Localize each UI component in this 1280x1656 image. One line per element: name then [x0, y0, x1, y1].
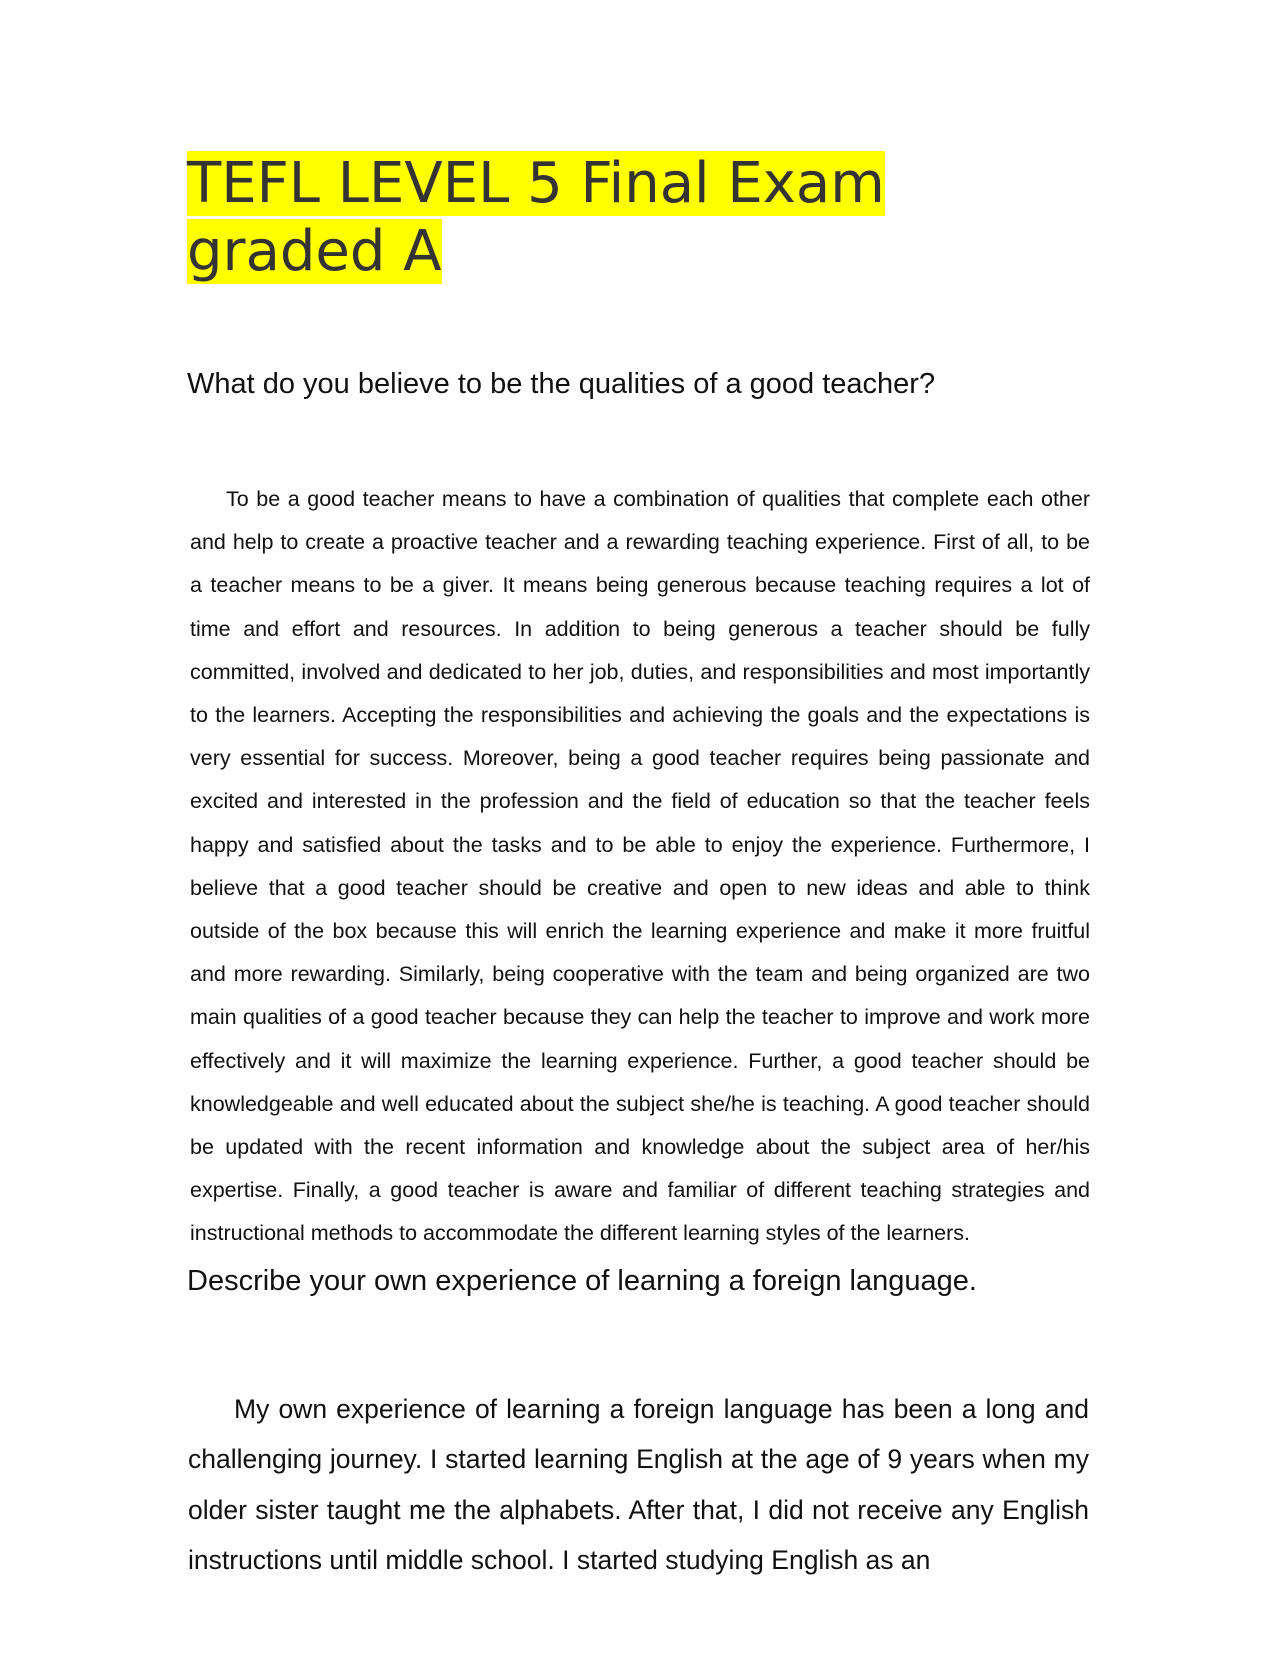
answer-paragraph-2: My own experience of learning a foreign language has been a long and challenging journey. I started learning English at the age of 9 years when my older sister taught me the alphabets. After that, I did not receive any English instructions until middle school. I started studying English as an	[188, 1393, 1089, 1576]
title-highlight: TEFL LEVEL 5 Final Exam graded A	[187, 151, 885, 284]
document-title	[187, 150, 1087, 286]
question-heading-1: What do you believe to be the qualities of a good teacher?	[187, 368, 936, 400]
question-heading-2: Describe your own experience of learning a foreign language.	[187, 1264, 977, 1297]
document-content	[187, 150, 1090, 1586]
answer-paragraph-1: To be a good teacher means to have a combination of qualities that complete each other and help to create a proactive teacher and a rewarding teaching experience. First of all, to be a teacher means to be a giver. It means being generous because teaching requires a lot of time and effort and resources. In addition to being generous a teacher should be fully committed, involved and dedicated to her job, duties, and responsibilities and most importantly to the learners. Accepting the responsibilities and achieving the goals and the expectations is very essential for success. Moreover, being a good teacher requires being passionate and excited and interested in the profession and the field of education so that the teacher feels happy and satisfied about the tasks and to be able to enjoy the experience. Furthermore, I believe that a good teacher should be creative and open to new ideas and able to think outside of the box because this will enrich the learning experience and make it more fruitful and more rewarding. Similarly, being cooperative with the team and being organized are two main qualities of a good teacher because they can help the teacher to improve and work more effectively and it will maximize the learning experience. Further, a good teacher should be knowledgeable and well educated about the subject she/he is teaching. A good teacher should be updated with the recent information and knowledge about the subject area of her/his expertise. Finally, a good teacher is aware and familiar of different teaching strategies and instructional methods to accommodate the different learning styles of the learners.	[190, 487, 1090, 1246]
